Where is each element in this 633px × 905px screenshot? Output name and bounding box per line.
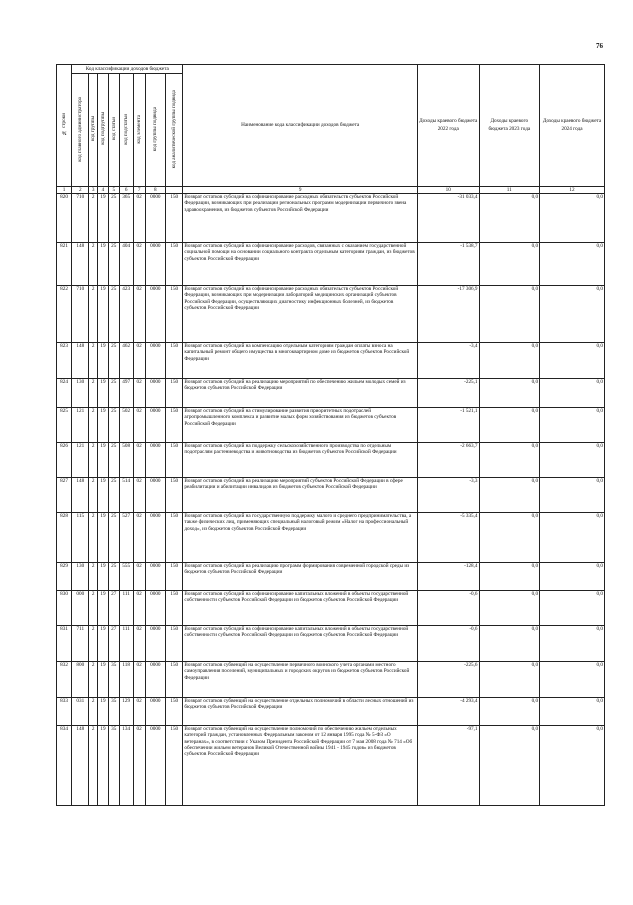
name-cell: Возврат остатков субсидий на реализацию программ формирования современной городской среды из бюджетов субъектов Российской Федерации — [183, 563, 418, 591]
revenue-2022-cell: -128,4 — [417, 563, 479, 591]
column-number: 1 — [57, 187, 72, 194]
row-number-cell: 832 — [57, 662, 72, 698]
table-row — [57, 513, 605, 563]
revenue-2023-cell: 0,0 — [479, 478, 540, 513]
revenue-2022-cell: -3,4 — [417, 343, 479, 379]
header-element-code: код элемента — [133, 74, 145, 187]
row-number-cell: 822 — [57, 286, 72, 343]
subarticle-code-cell: 111 — [119, 626, 133, 662]
element-code-cell: 02 — [133, 379, 145, 408]
budget-revenue-table — [56, 64, 605, 806]
admin-code-cell: 710 — [72, 194, 89, 243]
column-number-row — [57, 187, 605, 194]
name-cell: Возврат остатков субсидий на государственную поддержку малого и среднего предпринимательства, а также физических лиц, применяющих специальный налоговый режим «Налог на профессиональный доход», из бюджетов субъектов Российской Федерации — [183, 513, 418, 563]
subtype-group-cell: 0000 — [145, 443, 166, 478]
group-code-cell: 2 — [89, 662, 98, 698]
subarticle-code-cell: 129 — [119, 698, 133, 726]
name-cell: Возврат остатков субсидий на поддержку сельскохозяйственного производства по отдельным подотраслям растениеводства и животноводства из бюджетов субъектов Российской Федерации — [183, 443, 418, 478]
admin-code-cell: 148 — [72, 726, 89, 806]
revenue-2024-cell: 0,0 — [540, 343, 605, 379]
header-subtype-group-code: код группы подвида — [145, 74, 166, 187]
subtype-group-cell: 0000 — [145, 698, 166, 726]
table-row — [57, 563, 605, 591]
subarticle-code-cell: 508 — [119, 443, 133, 478]
article-code-cell: 25 — [108, 478, 119, 513]
table-row — [57, 478, 605, 513]
table-row — [57, 408, 605, 443]
row-number-cell: 821 — [57, 243, 72, 286]
revenue-2023-cell: 0,0 — [479, 379, 540, 408]
element-code-cell: 02 — [133, 626, 145, 662]
subarticle-code-cell: 365 — [119, 194, 133, 243]
revenue-2024-cell: 0,0 — [540, 379, 605, 408]
header-article-code: код статьи — [108, 74, 119, 187]
admin-code-cell: 130 — [72, 379, 89, 408]
subtype-group-cell: 0000 — [145, 513, 166, 563]
table-row — [57, 726, 605, 806]
analytic-group-cell: 150 — [166, 194, 183, 243]
element-code-cell: 02 — [133, 478, 145, 513]
row-number-cell: 833 — [57, 698, 72, 726]
subtype-group-cell: 0000 — [145, 591, 166, 626]
subtype-group-cell: 0000 — [145, 343, 166, 379]
article-code-cell: 35 — [108, 726, 119, 806]
revenue-2023-cell: 0,0 — [479, 726, 540, 806]
article-code-cell: 25 — [108, 286, 119, 343]
subarticle-code-cell: 423 — [119, 286, 133, 343]
article-code-cell: 25 — [108, 408, 119, 443]
revenue-2023-cell: 0,0 — [479, 626, 540, 662]
name-cell: Возврат остатков субсидий на софинансирование капитальных вложений в объекты государственной собственности субъектов Российской Федерации из бюджетов субъектов Российской Федерации — [183, 591, 418, 626]
subarticle-code-cell: 502 — [119, 408, 133, 443]
element-code-cell: 02 — [133, 591, 145, 626]
admin-code-cell: 121 — [72, 443, 89, 478]
revenue-2023-cell: 0,0 — [479, 698, 540, 726]
table-row — [57, 626, 605, 662]
revenue-2023-cell: 0,0 — [479, 408, 540, 443]
row-number-cell: 823 — [57, 343, 72, 379]
subgroup-code-cell: 19 — [98, 626, 109, 662]
table-row — [57, 698, 605, 726]
group-code-cell: 2 — [89, 513, 98, 563]
subarticle-code-cell: 514 — [119, 478, 133, 513]
article-code-cell: 25 — [108, 513, 119, 563]
revenue-2022-cell: -0,6 — [417, 626, 479, 662]
row-number-cell: 829 — [57, 563, 72, 591]
group-code-cell: 2 — [89, 243, 98, 286]
element-code-cell: 02 — [133, 726, 145, 806]
column-number: 9 — [183, 187, 418, 194]
revenue-2024-cell: 0,0 — [540, 591, 605, 626]
subgroup-code-cell: 19 — [98, 343, 109, 379]
table-body — [57, 187, 605, 806]
analytic-group-cell: 150 — [166, 591, 183, 626]
revenue-2023-cell: 0,0 — [479, 443, 540, 478]
group-code-cell: 2 — [89, 443, 98, 478]
row-number-cell: 834 — [57, 726, 72, 806]
table-row — [57, 662, 605, 698]
table-row — [57, 343, 605, 379]
table-row — [57, 243, 605, 286]
column-number: 12 — [540, 187, 605, 194]
revenue-2024-cell: 0,0 — [540, 726, 605, 806]
page-number: 76 — [596, 42, 603, 50]
element-code-cell: 02 — [133, 662, 145, 698]
article-code-cell: 25 — [108, 563, 119, 591]
group-code-cell: 2 — [89, 379, 98, 408]
subarticle-code-cell: 555 — [119, 563, 133, 591]
element-code-cell: 02 — [133, 443, 145, 478]
revenue-2024-cell: 0,0 — [540, 513, 605, 563]
header-analytic-group-code: код аналитической группы подвида — [166, 74, 183, 187]
article-code-cell: 27 — [108, 626, 119, 662]
element-code-cell: 02 — [133, 194, 145, 243]
admin-code-cell: 710 — [72, 286, 89, 343]
analytic-group-cell: 150 — [166, 286, 183, 343]
subgroup-code-cell: 19 — [98, 443, 109, 478]
header-classification-group: Код классификации доходов бюджета — [72, 65, 183, 74]
analytic-group-cell: 150 — [166, 408, 183, 443]
name-cell: Возврат остатков субсидий на софинансирование расходов, связанных с оказанием государственной социальной помощи на основании социального контракта отдельным категориям граждан, из бюджетов субъектов Российской Федерации — [183, 243, 418, 286]
element-code-cell: 02 — [133, 286, 145, 343]
table-row — [57, 379, 605, 408]
name-cell: Возврат остатков субсидий на софинансирование расходных обязательств субъектов Российской Федерации, возникающих при модернизации лабораторий медицинских организаций субъектов Российской Федерации, осуществляющих диагностику инфекционных болезней, из бюджетов субъектов Российской Федерации — [183, 286, 418, 343]
column-number: 7 — [133, 187, 145, 194]
analytic-group-cell: 150 — [166, 379, 183, 408]
subarticle-code-cell: 134 — [119, 726, 133, 806]
subarticle-code-cell: 527 — [119, 513, 133, 563]
revenue-2024-cell: 0,0 — [540, 698, 605, 726]
column-number: 6 — [119, 187, 133, 194]
subgroup-code-cell: 19 — [98, 698, 109, 726]
revenue-2022-cell: -5 335,4 — [417, 513, 479, 563]
revenue-2024-cell: 0,0 — [540, 563, 605, 591]
group-code-cell: 2 — [89, 591, 98, 626]
name-cell: Возврат остатков субсидий на софинансирование капитальных вложений в объекты государственной собственности субъектов Российской Федерации из бюджетов субъектов Российской Федерации — [183, 626, 418, 662]
admin-code-cell: 800 — [72, 662, 89, 698]
revenue-2024-cell: 0,0 — [540, 243, 605, 286]
element-code-cell: 02 — [133, 563, 145, 591]
table-header — [57, 65, 605, 187]
revenue-2022-cell: -4 293,4 — [417, 698, 479, 726]
article-code-cell: 25 — [108, 194, 119, 243]
row-number-cell: 830 — [57, 591, 72, 626]
column-number: 5 — [108, 187, 119, 194]
subtype-group-cell: 0000 — [145, 726, 166, 806]
revenue-2022-cell: -1 521,1 — [417, 408, 479, 443]
subtype-group-cell: 0000 — [145, 626, 166, 662]
analytic-group-cell: 150 — [166, 343, 183, 379]
revenue-2024-cell: 0,0 — [540, 662, 605, 698]
element-code-cell: 02 — [133, 243, 145, 286]
name-cell: Возврат остатков субвенций на осуществление первичного воинского учета органами местного самоуправления поселений, муниципальных и городских округов из бюджетов субъектов Российской Федерации — [183, 662, 418, 698]
name-cell: Возврат остатков субсидий на компенсацию отдельным категориям граждан оплаты взноса на капитальный ремонт общего имущества в многоквартирном доме из бюджетов субъектов Российской Федерации — [183, 343, 418, 379]
group-code-cell: 2 — [89, 408, 98, 443]
row-number-cell: 820 — [57, 194, 72, 243]
admin-code-cell: 031 — [72, 698, 89, 726]
subgroup-code-cell: 19 — [98, 513, 109, 563]
article-code-cell: 35 — [108, 662, 119, 698]
revenue-2023-cell: 0,0 — [479, 194, 540, 243]
group-code-cell: 2 — [89, 478, 98, 513]
revenue-2023-cell: 0,0 — [479, 591, 540, 626]
subgroup-code-cell: 19 — [98, 563, 109, 591]
row-number-cell: 824 — [57, 379, 72, 408]
row-number-cell: 828 — [57, 513, 72, 563]
element-code-cell: 02 — [133, 343, 145, 379]
table-row — [57, 591, 605, 626]
group-code-cell: 2 — [89, 194, 98, 243]
article-code-cell: 35 — [108, 698, 119, 726]
group-code-cell: 2 — [89, 343, 98, 379]
column-number: 11 — [479, 187, 540, 194]
row-number-cell: 827 — [57, 478, 72, 513]
column-number: 2 — [72, 187, 89, 194]
subtype-group-cell: 0000 — [145, 243, 166, 286]
table-row — [57, 194, 605, 243]
header-subgroup-code: код подгруппы — [98, 74, 109, 187]
revenue-2022-cell: -2 663,7 — [417, 443, 479, 478]
name-cell: Возврат остатков субсидий на реализацию мероприятий по обеспечению жильем молодых семей из бюджетов субъектов Российской Федерации — [183, 379, 418, 408]
subgroup-code-cell: 19 — [98, 662, 109, 698]
subtype-group-cell: 0000 — [145, 662, 166, 698]
revenue-2023-cell: 0,0 — [479, 286, 540, 343]
admin-code-cell: 148 — [72, 243, 89, 286]
article-code-cell: 25 — [108, 343, 119, 379]
analytic-group-cell: 150 — [166, 726, 183, 806]
article-code-cell: 25 — [108, 243, 119, 286]
admin-code-cell: 121 — [72, 408, 89, 443]
header-year-2023: Доходы краевого бюджета 2023 года — [479, 65, 540, 187]
admin-code-cell: 148 — [72, 343, 89, 379]
subgroup-code-cell: 19 — [98, 286, 109, 343]
revenue-2023-cell: 0,0 — [479, 563, 540, 591]
analytic-group-cell: 150 — [166, 478, 183, 513]
analytic-group-cell: 150 — [166, 698, 183, 726]
analytic-group-cell: 150 — [166, 513, 183, 563]
article-code-cell: 27 — [108, 591, 119, 626]
revenue-2023-cell: 0,0 — [479, 343, 540, 379]
analytic-group-cell: 150 — [166, 243, 183, 286]
header-year-2024: Доходы краевого бюджета 2024 года — [540, 65, 605, 187]
column-number: 8 — [145, 187, 166, 194]
header-row-number: № строки — [57, 65, 72, 187]
admin-code-cell: 130 — [72, 563, 89, 591]
row-number-cell: 825 — [57, 408, 72, 443]
subarticle-code-cell: 462 — [119, 343, 133, 379]
revenue-2022-cell: -97,1 — [417, 726, 479, 806]
subgroup-code-cell: 19 — [98, 243, 109, 286]
revenue-2023-cell: 0,0 — [479, 243, 540, 286]
revenue-2022-cell: -3,3 — [417, 478, 479, 513]
revenue-2024-cell: 0,0 — [540, 194, 605, 243]
subtype-group-cell: 0000 — [145, 408, 166, 443]
revenue-2024-cell: 0,0 — [540, 408, 605, 443]
group-code-cell: 2 — [89, 626, 98, 662]
article-code-cell: 25 — [108, 379, 119, 408]
revenue-2024-cell: 0,0 — [540, 478, 605, 513]
subtype-group-cell: 0000 — [145, 478, 166, 513]
subgroup-code-cell: 19 — [98, 379, 109, 408]
revenue-2023-cell: 0,0 — [479, 662, 540, 698]
element-code-cell: 02 — [133, 513, 145, 563]
name-cell: Возврат остатков субвенций на осуществление отдельных полномочий в области лесных отношений из бюджетов субъектов Российской Федерации — [183, 698, 418, 726]
revenue-2022-cell: -0,6 — [417, 591, 479, 626]
group-code-cell: 2 — [89, 726, 98, 806]
subarticle-code-cell: 404 — [119, 243, 133, 286]
article-code-cell: 25 — [108, 443, 119, 478]
analytic-group-cell: 150 — [166, 626, 183, 662]
subtype-group-cell: 0000 — [145, 563, 166, 591]
name-cell: Возврат остатков субсидий на реализацию мероприятий субъектов Российской Федерации в сфере реабилитации и абилитации инвалидов из бюджетов субъектов Российской Федерации — [183, 478, 418, 513]
column-number: 10 — [417, 187, 479, 194]
analytic-group-cell: 150 — [166, 443, 183, 478]
header-name: Наименование кода классификации доходов бюджета — [183, 65, 418, 187]
admin-code-cell: 148 — [72, 478, 89, 513]
name-cell: Возврат остатков субсидий на стимулирование развития приоритетных подотраслей агропромышленного комплекса и развитие малых форм хозяйствования из бюджетов субъектов Российской Федерации — [183, 408, 418, 443]
group-code-cell: 2 — [89, 698, 98, 726]
element-code-cell: 02 — [133, 408, 145, 443]
subtype-group-cell: 0000 — [145, 286, 166, 343]
column-number: 3 — [89, 187, 98, 194]
group-code-cell: 2 — [89, 286, 98, 343]
revenue-2024-cell: 0,0 — [540, 626, 605, 662]
subarticle-code-cell: 497 — [119, 379, 133, 408]
admin-code-cell: 000 — [72, 591, 89, 626]
column-number: 4 — [98, 187, 109, 194]
table-row — [57, 443, 605, 478]
subarticle-code-cell: 111 — [119, 591, 133, 626]
subtype-group-cell: 0000 — [145, 194, 166, 243]
element-code-cell: 02 — [133, 698, 145, 726]
subgroup-code-cell: 19 — [98, 194, 109, 243]
revenue-2022-cell: -1 538,7 — [417, 243, 479, 286]
group-code-cell: 2 — [89, 563, 98, 591]
subgroup-code-cell: 19 — [98, 591, 109, 626]
header-admin-code: код главного администратора — [72, 74, 89, 187]
revenue-2022-cell: -225,1 — [417, 379, 479, 408]
subgroup-code-cell: 19 — [98, 478, 109, 513]
subarticle-code-cell: 118 — [119, 662, 133, 698]
header-year-2022: Доходы краевого бюджета 2022 года — [417, 65, 479, 187]
column-number — [166, 187, 183, 194]
header-group-code: код группы — [89, 74, 98, 187]
table-row — [57, 286, 605, 343]
revenue-2024-cell: 0,0 — [540, 286, 605, 343]
revenue-2022-cell: -225,6 — [417, 662, 479, 698]
subtype-group-cell: 0000 — [145, 379, 166, 408]
revenue-2022-cell: -31 033,4 — [417, 194, 479, 243]
header-subarticle-code: код подстатьи — [119, 74, 133, 187]
row-number-cell: 826 — [57, 443, 72, 478]
admin-code-cell: 115 — [72, 513, 89, 563]
subgroup-code-cell: 19 — [98, 726, 109, 806]
name-cell: Возврат остатков субсидий на софинансирование расходных обязательств субъектов Российской Федерации, возникающих при реализации региональных программ модернизации первичного звена здравоохранения, из бюджетов субъектов Российской Федерации — [183, 194, 418, 243]
row-number-cell: 831 — [57, 626, 72, 662]
revenue-2024-cell: 0,0 — [540, 443, 605, 478]
revenue-2023-cell: 0,0 — [479, 513, 540, 563]
analytic-group-cell: 150 — [166, 563, 183, 591]
name-cell: Возврат остатков субвенций на осуществление полномочий по обеспечению жильем отдельных категорий граждан, установленных Федеральным законом от 12 января 1995 года № 5-ФЗ «О ветеранах», в соответствии с Указом Президента Российской Федерации от 7 мая 2008 года № 714 «Об обеспечении жильем ветеранов Великой Отечественной войны 1941 - 1945 годов» из бюджетов субъектов Российской Федерации — [183, 726, 418, 806]
admin-code-cell: 711 — [72, 626, 89, 662]
analytic-group-cell: 150 — [166, 662, 183, 698]
subgroup-code-cell: 19 — [98, 408, 109, 443]
revenue-2022-cell: -17 306,9 — [417, 286, 479, 343]
